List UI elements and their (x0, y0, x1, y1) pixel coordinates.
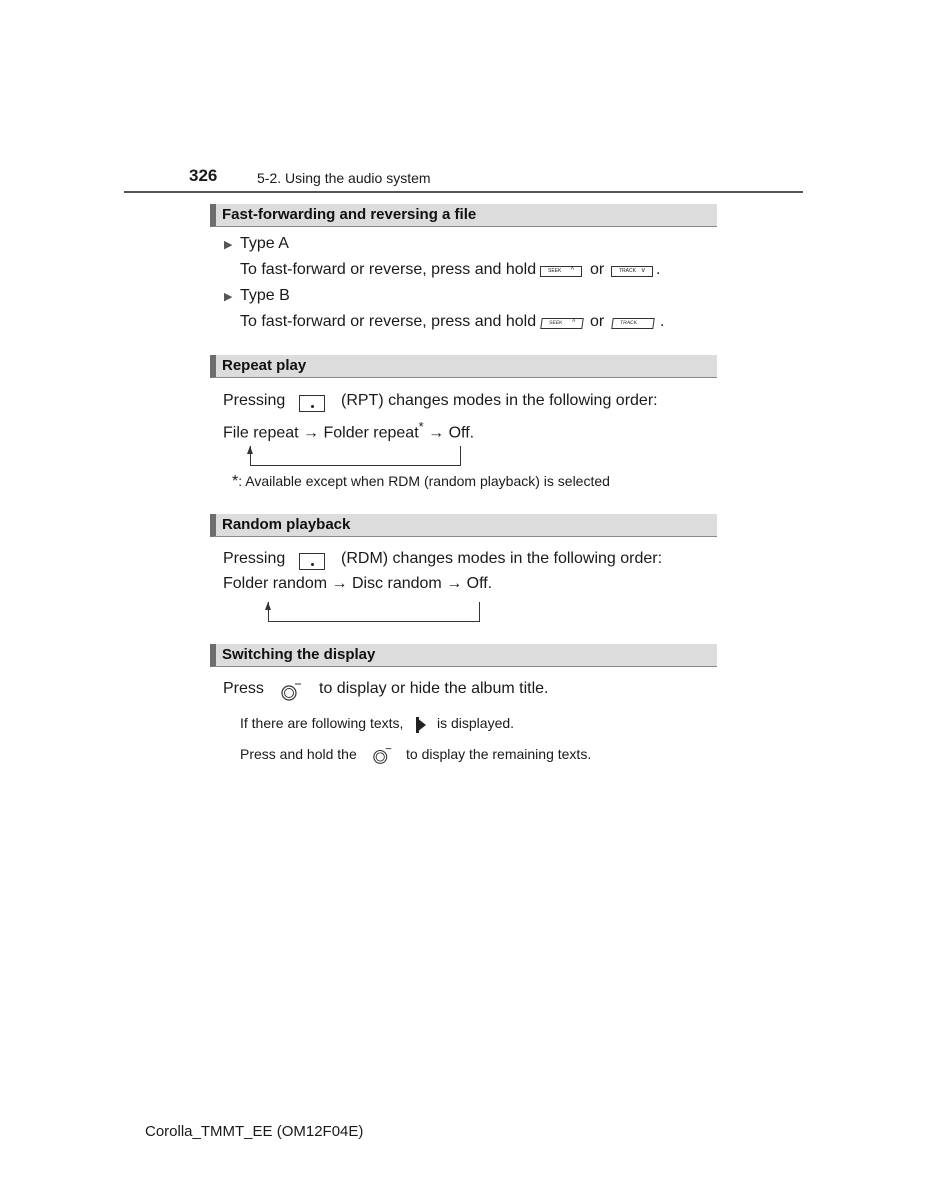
pressing-label: Pressing (223, 550, 286, 567)
header-divider (124, 191, 803, 193)
type-b-label: Type B (240, 287, 290, 304)
footer-doc-id: Corolla_TMMT_EE (OM12F04E) (145, 1123, 364, 1140)
cycle-loop-line (250, 446, 461, 466)
cycle-loop-line (268, 602, 480, 622)
note-is-displayed: is displayed. (437, 715, 515, 731)
section-title: Fast-forwarding and reversing a file (222, 206, 477, 223)
section-header-display (210, 644, 717, 667)
section-header-fast-forward (210, 204, 717, 227)
note-press-hold: Press and hold the (240, 746, 357, 762)
section-title: Random playback (222, 516, 351, 533)
random-description: (RDM) changes modes in the following order: (341, 550, 663, 567)
random-order: Folder random → Disc random → Off. (223, 575, 493, 592)
track-down-button-icon: TRACK v (611, 266, 653, 277)
type-a-instruction: To fast-forward or reverse, press and hold (240, 261, 537, 278)
note-following-texts: If there are following texts, (240, 715, 404, 731)
text-knob-icon (280, 682, 304, 702)
more-text-arrow-icon (415, 716, 429, 734)
section-title: Switching the display (222, 646, 376, 663)
type-b-instruction: To fast-forward or reverse, press and hold (240, 313, 537, 330)
repeat-order: File repeat → Folder repeat* → Off. (223, 419, 475, 442)
seek-up-button-icon: SEEK ^ (540, 266, 582, 277)
or-text: or (590, 313, 605, 330)
text-knob-icon (372, 746, 394, 766)
period-text: . (660, 313, 665, 330)
bullet-triangle-icon: ▶ (224, 291, 233, 303)
section-header-repeat (210, 355, 717, 378)
rdm-button-icon (299, 553, 325, 570)
cycle-arrow-icon (247, 446, 253, 454)
page-number: 326 (189, 166, 218, 185)
section-header-random (210, 514, 717, 537)
track-down-button-icon: TRACK (611, 318, 655, 329)
rpt-button-icon (299, 395, 325, 412)
section-title: Repeat play (222, 357, 307, 374)
or-text: or (590, 261, 605, 278)
cycle-arrow-icon (265, 602, 271, 610)
period-text: . (656, 261, 661, 278)
pressing-label: Pressing (223, 392, 286, 409)
note-remaining-texts: to display the remaining texts. (406, 746, 592, 762)
press-label: Press (223, 680, 264, 697)
chapter-title: 5-2. Using the audio system (257, 170, 431, 186)
bullet-triangle-icon: ▶ (224, 239, 233, 251)
repeat-footnote: *: Available except when RDM (random playback) is selected (232, 473, 610, 490)
display-description: to display or hide the album title. (319, 680, 549, 697)
repeat-description: (RPT) changes modes in the following order: (341, 392, 658, 409)
seek-up-button-icon: SEEK ^ (540, 318, 584, 329)
type-a-label: Type A (240, 235, 289, 252)
